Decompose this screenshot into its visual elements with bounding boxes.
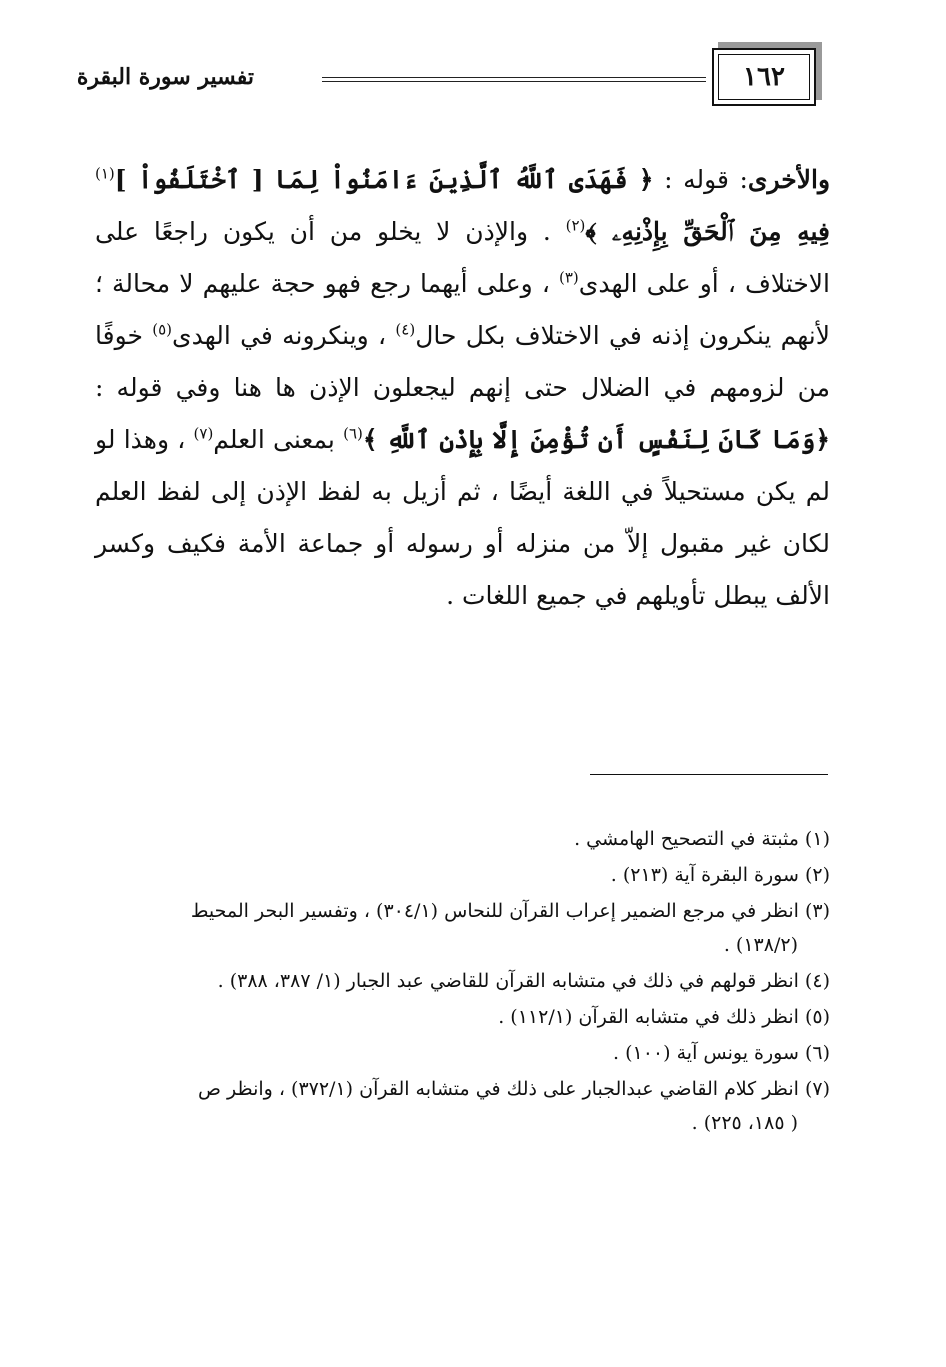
- footnote-item: [85, 964, 830, 998]
- text-segment: بمعنى العلم: [213, 425, 344, 454]
- footnote-ref: (٥): [152, 320, 173, 339]
- footnote-item: [85, 822, 830, 856]
- header-rule: [322, 77, 706, 82]
- footnote-ref: (٣): [558, 268, 579, 287]
- page-number-box: [712, 48, 816, 106]
- main-paragraph: [95, 154, 830, 622]
- footnote-item: [85, 1072, 830, 1140]
- quran-verse-cont: فِيهِ مِنَ ٱلْحَقِّ بِإِذْنِهِۦ ﴾: [585, 217, 830, 246]
- text-segment: ، وهذا لو لم يكن مستحيلاً في اللغة أيضًا ، ثم أزيل به لفظ الإذن إلى لفظ العلم لكان غير مقبول إلاّ من منزله أو رسوله أو جماعة الأمة فكيف وكسر الألف يبطل تأويلهم في جميع اللغات .: [95, 425, 830, 610]
- footnote-text: (٦) سورة يونس آية (١٠٠) .: [613, 1042, 830, 1064]
- text-segment: خوفًا من لزومهم في الضلال حتى إنهم ليجعلون الإذن ها هنا وفي قوله :: [95, 321, 830, 402]
- footnote-continuation: ( ١٨٥، ٢٢٥) .: [691, 1112, 798, 1134]
- text-segment: . والإذن لا يخلو من أن يكون راجعًا على الاختلاف ، أو على الهدى: [95, 217, 831, 298]
- footnotes: [85, 822, 830, 1142]
- quran-verse: ﴿وَمَا كَانَ لِنَفْسٍ أَن تُؤْمِنَ إِلَّا بِإِذْنِ ٱللَّهِ ﴾: [362, 425, 830, 454]
- footnote-text: (٤) انظر قولهم في ذلك في متشابه القرآن للقاضي عبد الجبار (١/ ٣٨٧، ٣٨٨) .: [217, 970, 830, 992]
- lead-word: والأخرى: [747, 165, 831, 194]
- footnote-ref: (٢): [565, 216, 586, 235]
- footnote-text: (٧) انظر كلام القاضي عبدالجبار على ذلك في متشابه القرآن (٣٧٢/١) ، وانظر ص: [197, 1078, 830, 1100]
- text-segment: ، وينكرونه في الهدى: [172, 321, 396, 350]
- main-text: [95, 154, 830, 622]
- text-segment: : قوله :: [653, 165, 748, 194]
- quran-verse: ﴿ فَهَدَى ٱللَّهُ ٱلَّذِينَ ءَامَنُواْ لِمَا [ ٱخْتَلَفُواْ ]: [114, 165, 654, 194]
- footnote-item: [85, 1000, 830, 1034]
- footnote-ref: (٦): [343, 424, 363, 443]
- footnote-separator: [590, 774, 828, 775]
- footnote-text: (١) مثبتة في التصحيح الهامشي .: [574, 828, 830, 850]
- text-segment: ، وعلى أيهما رجع فهو حجة عليهم لا محالة ؛ لأنهم ينكرون إذنه في الاختلاف بكل حال: [95, 269, 831, 350]
- footnote-item: [85, 858, 830, 892]
- footnote-text: (٥) انظر ذلك في متشابه القرآن (١١٢/١) .: [498, 1006, 830, 1028]
- footnote-continuation: (١٣٨/٢) .: [723, 934, 798, 956]
- footnote-text: (٣) انظر في مرجع الضمير إعراب القرآن للنحاس (٣٠٤/١) ، وتفسير البحر المحيط: [190, 900, 830, 922]
- footnote-ref: (٤): [395, 320, 416, 339]
- footnote-ref: (١): [95, 164, 115, 183]
- footnote-item: [85, 1036, 830, 1070]
- footnote-item: [85, 894, 830, 962]
- running-title: تفسير سورة البقرة: [76, 64, 254, 90]
- footnote-ref: (٧): [193, 424, 214, 443]
- footnote-text: (٢) سورة البقرة آية (٢١٣) .: [610, 864, 830, 886]
- page-number: ١٦٢: [718, 54, 810, 100]
